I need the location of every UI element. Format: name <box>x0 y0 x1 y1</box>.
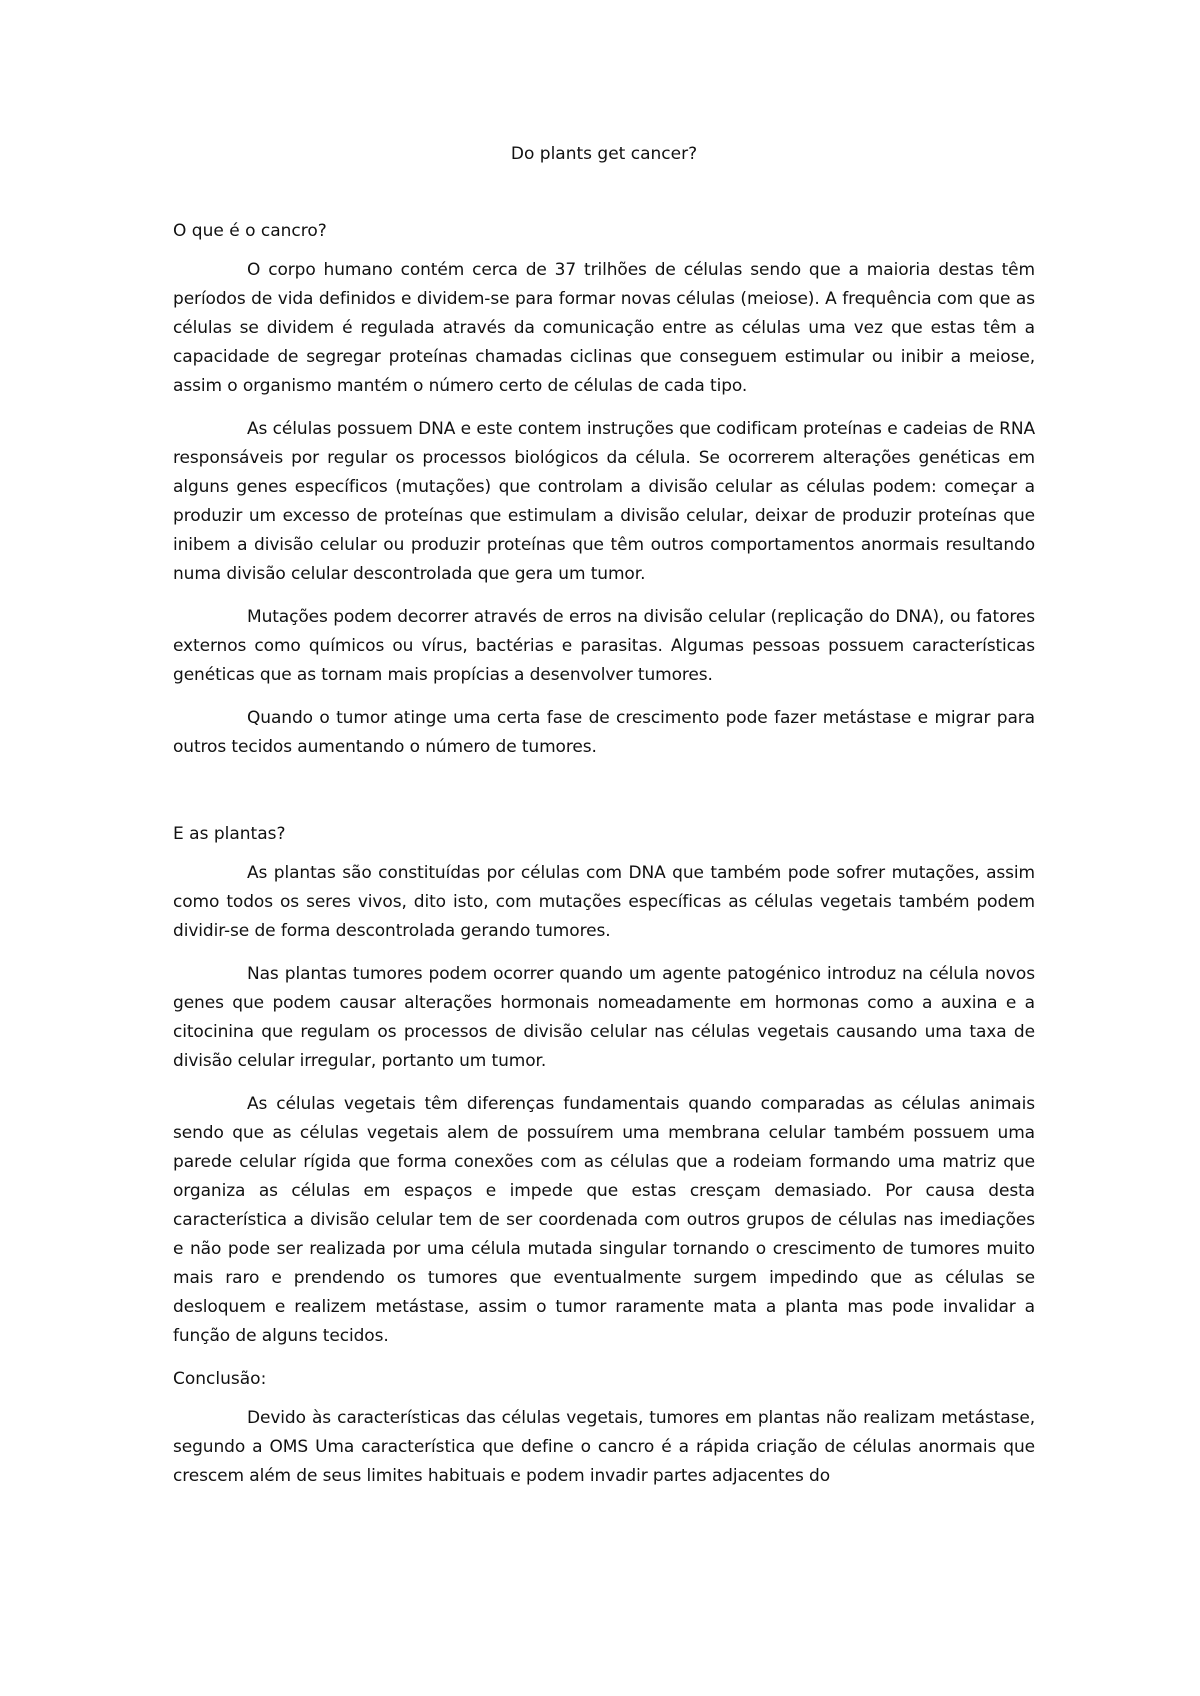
paragraph: Nas plantas tumores podem ocorrer quando um agente patogénico introduz na célula novos genes que podem causar alterações hormonais nomeadamente em hormonas como a auxina e a citocinina que regulam os processos de divisão celular nas células vegetais causando uma taxa de divisão celular irregular, portanto um tumor. <box>173 964 1035 1071</box>
section-spacer <box>173 776 1035 820</box>
paragraph: O corpo humano contém cerca de 37 trilhões de células sendo que a maioria destas têm períodos de vida definidos e dividem-se para formar novas células (meiose). A frequência com que as células se dividem é regulada através da comunicação entre as células uma vez que estas têm a capacidade de segregar proteínas chamadas ciclinas que conseguem estimular ou inibir a meiose, assim o organismo mantém o número certo de células de cada tipo. <box>173 260 1035 396</box>
document-title: Do plants get cancer? <box>510 144 698 164</box>
paragraph: As células vegetais têm diferenças fundamentais quando comparadas as células animais sendo que as células vegetais alem de possuírem uma membrana celular também possuem uma parede celular rígida que forma conexões com as células que a rodeiam formando uma matriz que organiza as células em espaços e impede que estas cresçam demasiado. Por causa desta característica a divisão celular tem de ser coordenada com outros grupos de células nas imediações e não pode ser realizada por uma célula mutada singular tornando o crescimento de tumores muito mais raro e prendendo os tumores que eventualmente surgem impedindo que as células se desloquem e realizem metástase, assim o tumor raramente mata a planta mas pode invalidar a função de alguns tecidos. <box>173 1094 1035 1346</box>
document-page <box>173 140 1035 1505</box>
paragraph: As plantas são constituídas por células com DNA que também pode sofrer mutações, assim como todos os seres vivos, dito isto, com mutações específicas as células vegetais também podem dividir-se de forma descontrolada gerando tumores. <box>173 863 1035 941</box>
section-heading-conclusion: Conclusão: <box>173 1369 267 1389</box>
paragraph: Devido às características das células vegetais, tumores em plantas não realizam metástase, segundo a OMS Uma característica que define o cancro é a rápida criação de células anormais que crescem além de seus limites habituais e podem invadir partes adjacentes do <box>173 1408 1035 1486</box>
paragraph: As células possuem DNA e este contem instruções que codificam proteínas e cadeias de RNA responsáveis por regular os processos biológicos da célula. Se ocorrerem alterações genéticas em alguns genes específicos (mutações) que controlam a divisão celular as células podem: começar a produzir um excesso de proteínas que estimulam a divisão celular, deixar de produzir proteínas que inibem a divisão celular ou produzir proteínas que têm outros comportamentos anormais resultando numa divisão celular descontrolada que gera um tumor. <box>173 419 1035 584</box>
paragraph: Quando o tumor atinge uma certa fase de crescimento pode fazer metástase e migrar para outros tecidos aumentando o número de tumores. <box>173 708 1035 757</box>
paragraph: Mutações podem decorrer através de erros na divisão celular (replicação do DNA), ou fatores externos como químicos ou vírus, bactérias e parasitas. Algumas pessoas possuem características genéticas que as tornam mais propícias a desenvolver tumores. <box>173 607 1035 685</box>
section-heading-plants: E as plantas? <box>173 824 286 844</box>
section-heading-cancer: O que é o cancro? <box>173 221 327 241</box>
